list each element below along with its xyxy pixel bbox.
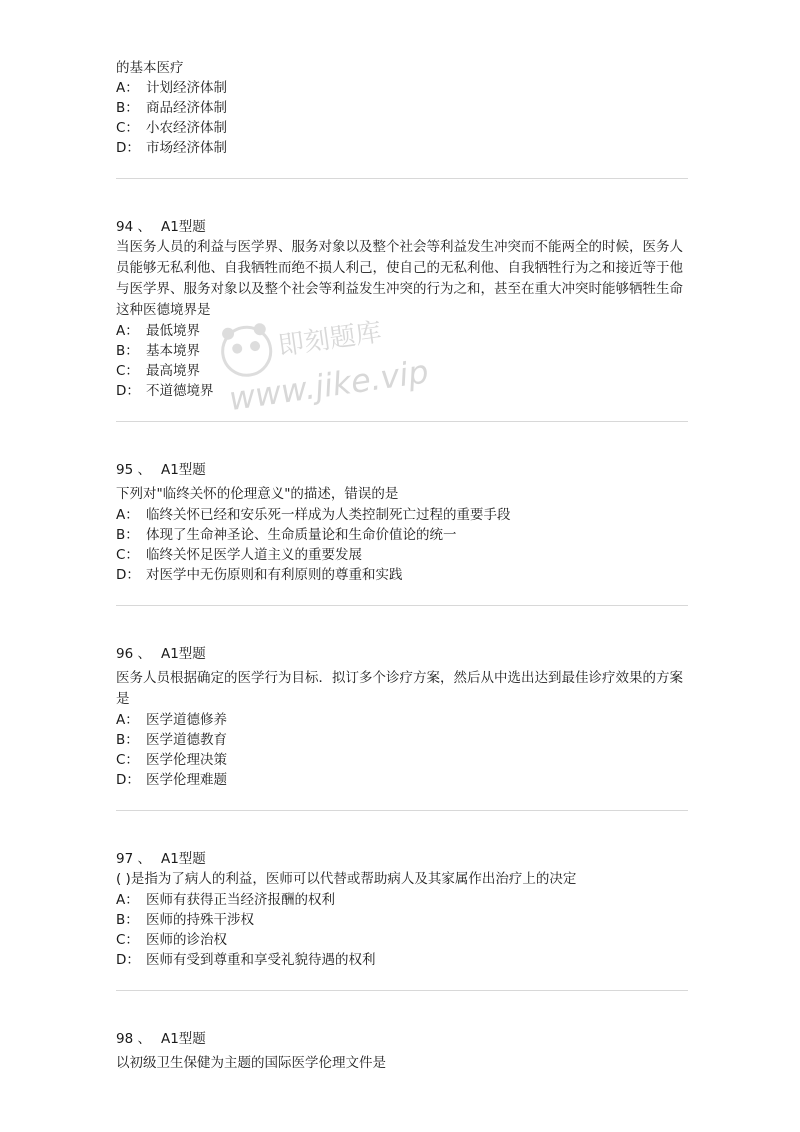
option-a: A： 计划经济体制 [116, 80, 227, 96]
question-header: 97 、 A1型题 [116, 851, 206, 867]
divider [116, 810, 688, 811]
option-b: B： 基本境界 [116, 343, 200, 359]
divider [116, 421, 688, 422]
divider [116, 990, 688, 991]
option-d: D： 医师有受到尊重和享受礼貌待遇的权利 [116, 952, 376, 968]
question-stem: 以初级卫生保健为主题的国际医学伦理文件是 [116, 1055, 386, 1071]
option-c: C： 小农经济体制 [116, 120, 227, 136]
option-d: D： 医学伦理难题 [116, 772, 227, 788]
watermark-brand: 即刻题库 [276, 317, 384, 362]
question-96 [116, 644, 688, 790]
option-d: D： 对医学中无伤原则和有利原则的尊重和实践 [116, 567, 403, 583]
question-header: 96 、 A1型题 [116, 646, 206, 662]
question-fragment [116, 58, 688, 158]
question-header: 94 、 A1型题 [116, 219, 206, 235]
question-stem: 医务人员根据确定的医学行为目标．拟订多个诊疗方案，然后从中选出达到最佳诊疗效果的方案是 [116, 670, 683, 707]
divider [116, 178, 688, 179]
option-a: A： 医师有获得正当经济报酬的权利 [116, 892, 335, 908]
question-stem: ( )是指为了病人的利益，医师可以代替或帮助病人及其家属作出治疗上的决定 [116, 871, 577, 887]
question-stem: 当医务人员的利益与医学界、服务对象以及整个社会等利益发生冲突而不能两全的时候，医务人员能够无私利他、自我牺牲而绝不损人利己，使自己的无私利他、自我牺牲行为之和接近等于他与医学界、服务对象以及整个社会等利益发生冲突的行为之和，甚至在重大冲突时能够牺牲生命这种医德境界是 [116, 239, 683, 318]
question-header: 98 、 A1型题 [116, 1031, 206, 1047]
option-a: A： 临终关怀已经和安乐死一样成为人类控制死亡过程的重要手段 [116, 507, 511, 523]
question-94 [116, 217, 688, 401]
option-b: B： 商品经济体制 [116, 100, 227, 116]
option-c: C： 最高境界 [116, 363, 200, 379]
option-c: C： 医师的诊治权 [116, 932, 227, 948]
question-stem: 的基本医疗 [116, 60, 184, 76]
question-98 [116, 1029, 688, 1074]
option-d: D： 市场经济体制 [116, 140, 227, 156]
option-d: D： 不道德境界 [116, 383, 214, 399]
watermark-url: www.jike.vip [226, 352, 431, 410]
option-a: A： 医学道德修养 [116, 712, 227, 728]
option-c: C： 医学伦理决策 [116, 752, 227, 768]
option-a: A： 最低境界 [116, 323, 200, 339]
option-c: C： 临终关怀足医学人道主义的重要发展 [116, 547, 362, 563]
document-page [116, 58, 688, 1074]
question-97 [116, 849, 688, 970]
option-b: B： 医师的持殊干涉权 [116, 912, 254, 928]
question-95 [116, 460, 688, 585]
option-b: B： 医学道德教育 [116, 732, 227, 748]
option-b: B： 体现了生命神圣论、生命质量论和生命价值论的统一 [116, 527, 457, 543]
question-stem: 下列对"临终关怀的伦理意义"的描述，错误的是 [116, 486, 399, 502]
divider [116, 605, 688, 606]
question-header: 95 、 A1型题 [116, 462, 206, 478]
